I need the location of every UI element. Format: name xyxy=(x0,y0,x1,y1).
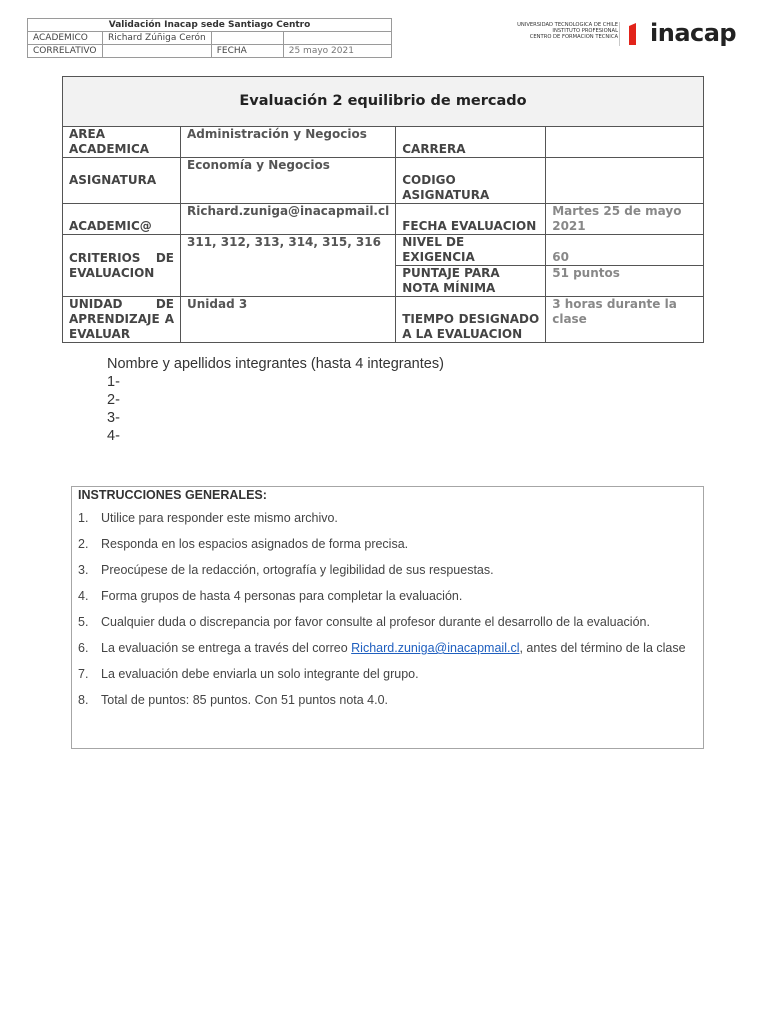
criterios-label xyxy=(63,235,181,297)
asignatura-label: ASIGNATURA xyxy=(63,158,181,204)
integrants-section xyxy=(107,355,444,445)
correlativo-value xyxy=(103,45,212,58)
tiempo-label-line-2: A LA EVALUACION xyxy=(402,327,523,341)
item-number: 3. xyxy=(78,563,89,577)
logo-separator xyxy=(619,22,620,46)
fecha-value: 25 mayo 2021 xyxy=(283,45,391,58)
carrera-value xyxy=(546,127,704,158)
academico-value: Richard Zúñiga Cerón xyxy=(103,32,212,45)
item-number: 1. xyxy=(78,511,89,525)
list-item xyxy=(78,588,698,614)
list-item xyxy=(78,666,698,692)
integrant-line-3: 3- xyxy=(107,410,120,426)
integrant-line-2: 2- xyxy=(107,392,120,408)
instructions-heading: INSTRUCCIONES GENERALES: xyxy=(78,488,267,502)
item-text-after: , antes del término de la clase xyxy=(519,641,686,655)
nivel-label: NIVEL DE EXIGENCIA xyxy=(396,235,546,266)
inacap-wordmark: inacap xyxy=(650,19,737,47)
nivel-value: 60 xyxy=(546,235,704,266)
unidad-label xyxy=(63,297,181,343)
instructions-list xyxy=(78,510,698,718)
item-number: 5. xyxy=(78,615,89,629)
institution-line-1: UNIVERSIDAD TECNOLOGICA DE CHILE xyxy=(517,22,618,28)
item-text: Forma grupos de hasta 4 personas para completar la evaluación. xyxy=(101,589,463,603)
item-number: 4. xyxy=(78,589,89,603)
codigo-value xyxy=(546,158,704,204)
empty-cell xyxy=(211,32,283,45)
email-link[interactable]: Richard.zuniga@inacapmail.cl xyxy=(351,641,520,655)
integrants-heading: Nombre y apellidos integrantes (hasta 4 integrantes) xyxy=(107,356,444,372)
instructions-box xyxy=(71,486,704,749)
fecha-label: FECHA xyxy=(211,45,283,58)
unidad-value: Unidad 3 xyxy=(181,297,396,343)
academic-value: Richard.zuniga@inacapmail.cl xyxy=(181,204,396,235)
item-text-before: La evaluación se entrega a través del correo xyxy=(101,641,352,655)
correlativo-label: CORRELATIVO xyxy=(28,45,103,58)
evaluation-table xyxy=(62,76,704,343)
puntaje-label: PUNTAJE PARA NOTA MÍNIMA xyxy=(396,266,546,297)
item-number: 7. xyxy=(78,667,89,681)
inacap-logo xyxy=(512,19,737,52)
tiempo-label-line-1: TIEMPO DESIGNADO xyxy=(402,312,540,326)
integrant-line-4: 4- xyxy=(107,428,120,444)
unidad-label-line-2: APRENDIZAJE A xyxy=(69,312,174,326)
unidad-label-line-3: EVALUAR xyxy=(69,327,131,341)
inacap-mark-icon xyxy=(628,22,650,46)
list-item xyxy=(78,692,698,718)
evaluation-title: Evaluación 2 equilibrio de mercado xyxy=(63,77,704,127)
carrera-label: CARRERA xyxy=(396,127,546,158)
item-number: 8. xyxy=(78,693,89,707)
institution-line-3: CENTRO DE FORMACION TECNICA xyxy=(529,34,618,40)
list-item xyxy=(78,614,698,640)
institution-lines xyxy=(517,22,618,40)
item-text: Utilice para responder este mismo archivo. xyxy=(101,511,338,525)
list-item xyxy=(78,510,698,536)
institution-line-2: INSTITUTO PROFESIONAL xyxy=(552,28,618,34)
asignatura-value: Economía y Negocios xyxy=(181,158,396,204)
validation-header-table xyxy=(27,18,392,58)
fecha-eval-label: FECHA EVALUACION xyxy=(396,204,546,235)
criterios-value: 311, 312, 313, 314, 315, 316 xyxy=(181,235,396,297)
tiempo-label xyxy=(396,297,546,343)
academic-label: ACADEMIC@ xyxy=(63,204,181,235)
item-text: Responda en los espacios asignados de forma precisa. xyxy=(101,537,409,551)
item-number: 2. xyxy=(78,537,89,551)
codigo-label: CODIGO ASIGNATURA xyxy=(396,158,546,204)
list-item xyxy=(78,536,698,562)
criterios-label-line-1: CRITERIOS DE xyxy=(69,250,174,265)
integrant-line-1: 1- xyxy=(107,374,120,390)
list-item xyxy=(78,562,698,588)
area-value: Administración y Negocios xyxy=(181,127,396,158)
area-label: AREA ACADEMICA xyxy=(63,127,181,158)
item-text: Preocúpese de la redacción, ortografía y legibilidad de sus respuestas. xyxy=(101,563,494,577)
puntaje-value: 51 puntos xyxy=(546,266,704,297)
item-text: Cualquier duda o discrepancia por favor consulte al profesor durante el desarrollo de la evaluación. xyxy=(101,615,650,629)
fecha-eval-value: Martes 25 de mayo 2021 xyxy=(546,204,704,235)
criterios-label-line-2: EVALUACION xyxy=(69,265,155,280)
unidad-label-line-1: UNIDAD DE xyxy=(69,297,174,311)
item-text: La evaluación debe enviarla un solo integrante del grupo. xyxy=(101,667,419,681)
empty-cell xyxy=(283,32,391,45)
validation-title: Validación Inacap sede Santiago Centro xyxy=(28,19,392,32)
academico-label: ACADEMICO xyxy=(28,32,103,45)
item-number: 6. xyxy=(78,641,89,655)
list-item xyxy=(78,640,698,666)
tiempo-value: 3 horas durante la clase xyxy=(546,297,704,343)
item-text: Total de puntos: 85 puntos. Con 51 puntos nota 4.0. xyxy=(101,693,389,707)
